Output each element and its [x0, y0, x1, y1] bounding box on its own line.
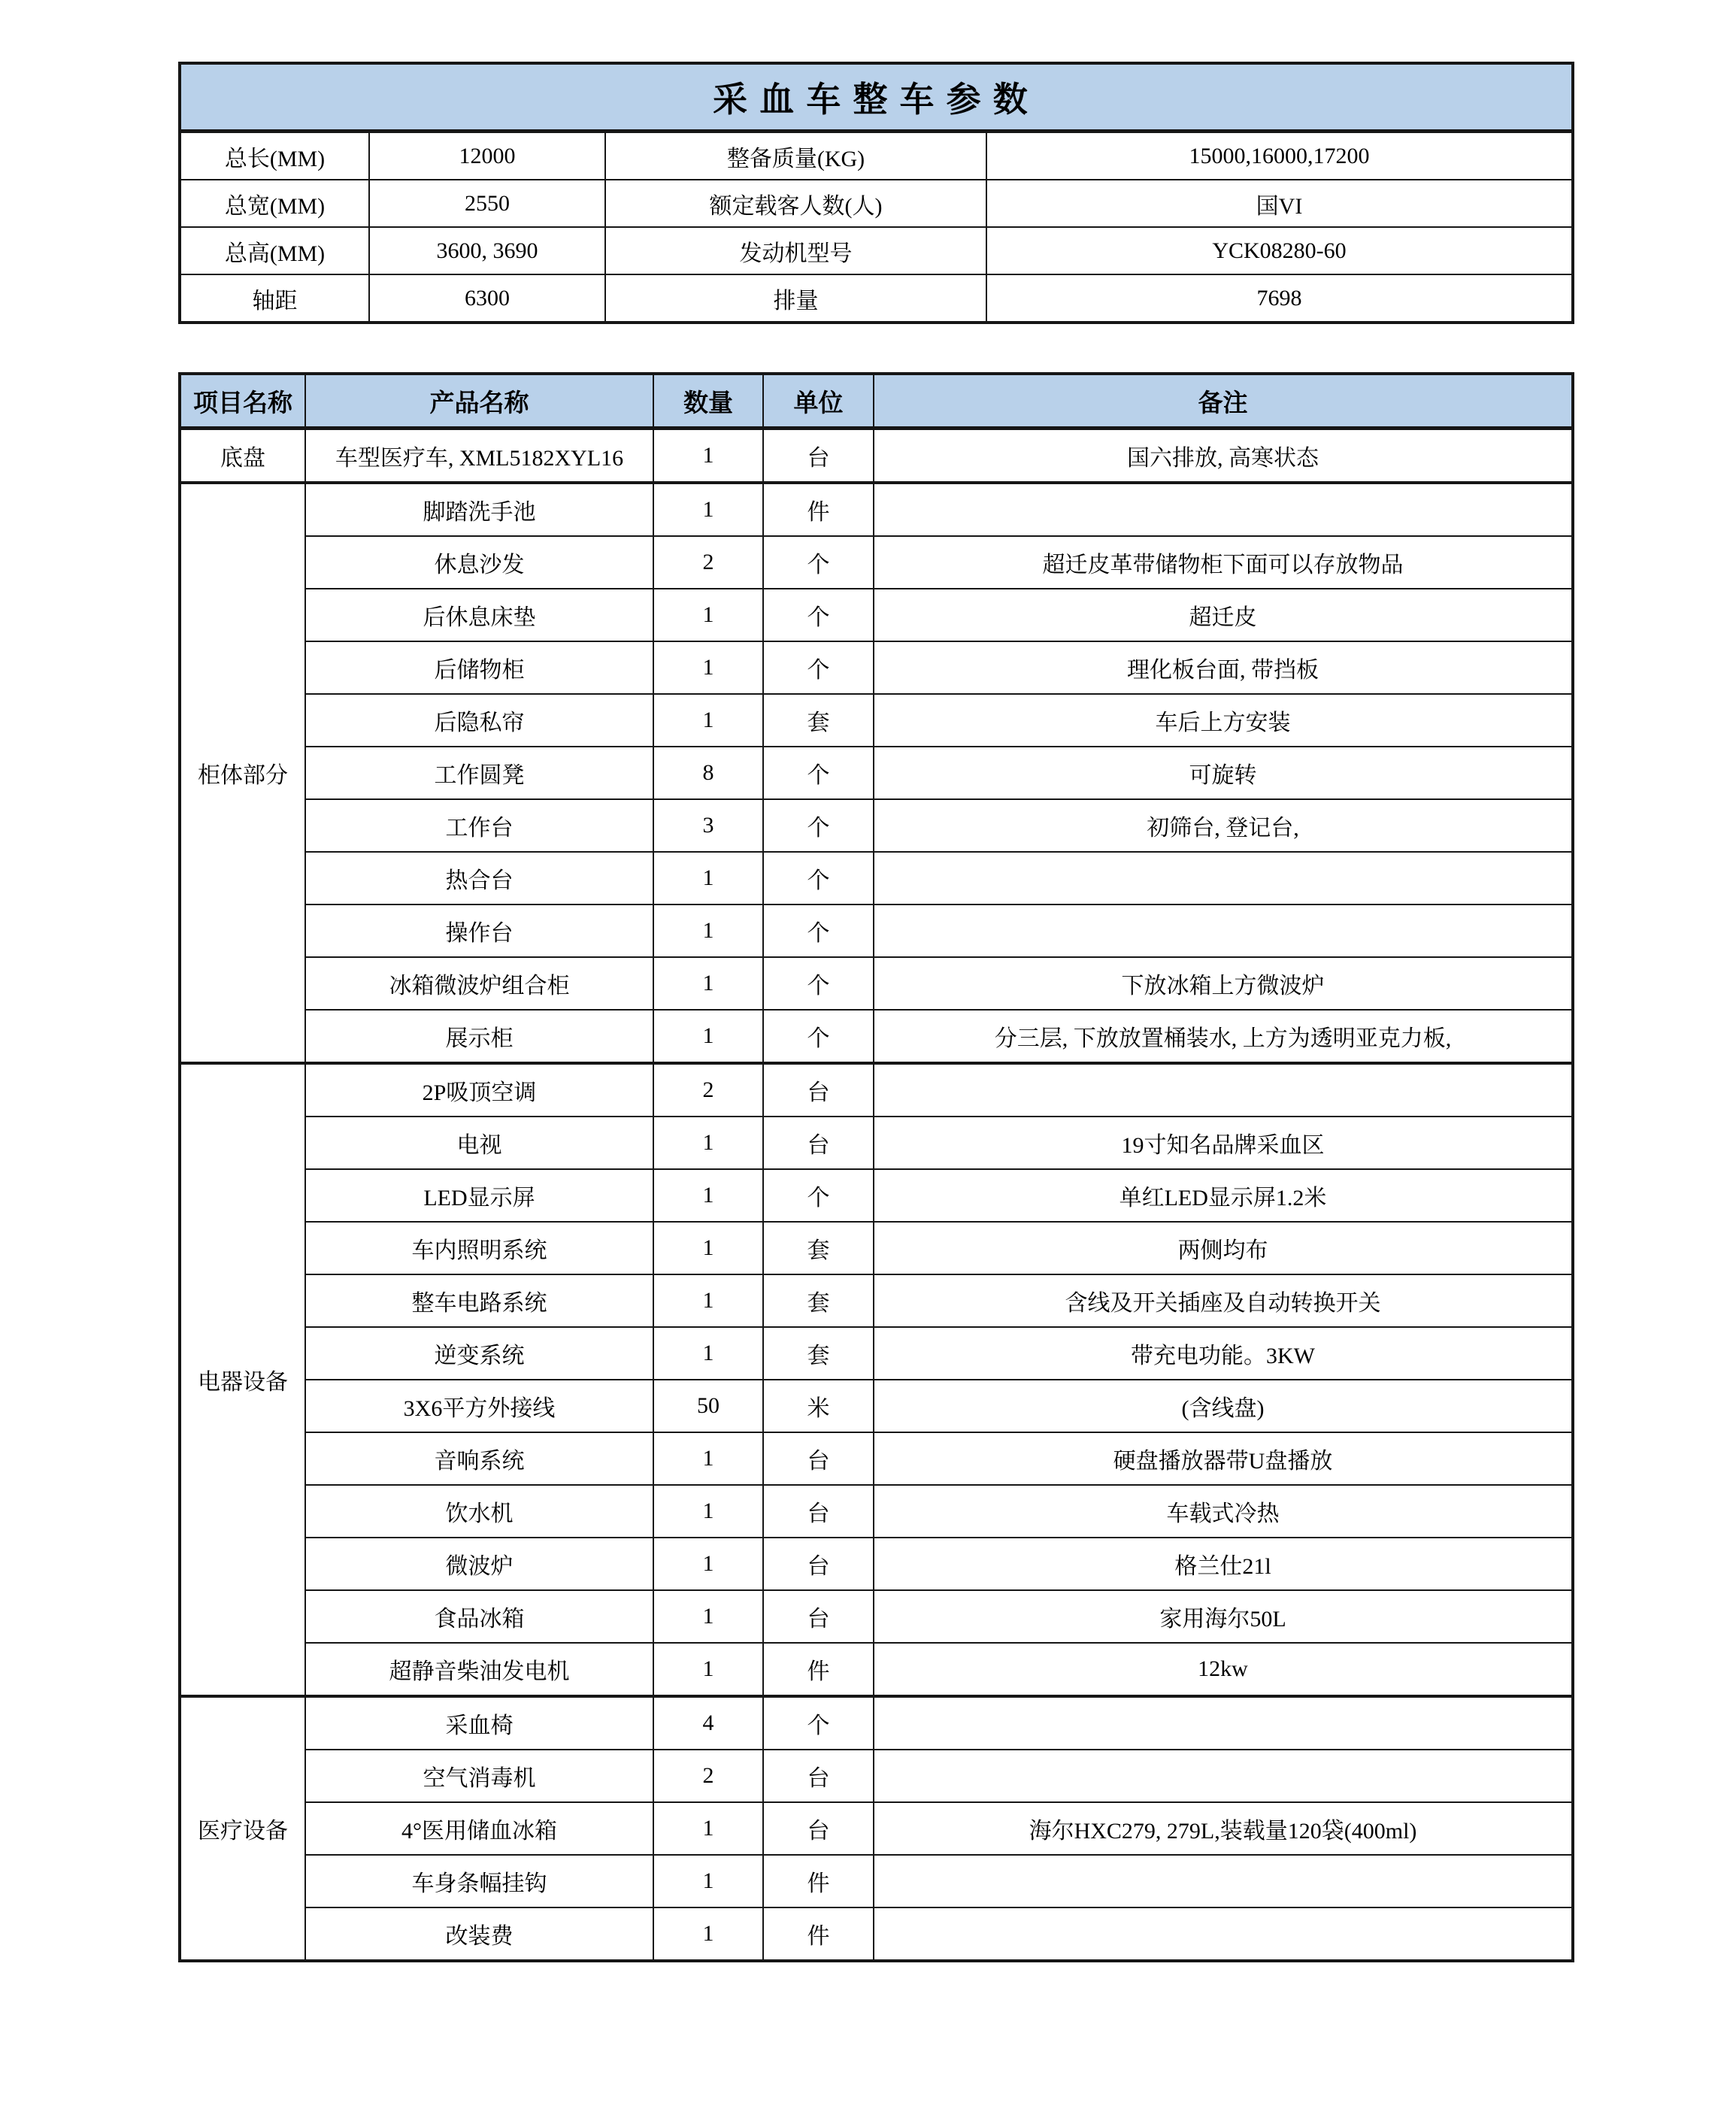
- unit-cell: 台: [763, 1485, 874, 1538]
- product-cell: 脚踏洗手池: [305, 483, 653, 536]
- unit-cell: 台: [763, 1590, 874, 1643]
- remark-cell: 含线及开关插座及自动转换开关: [874, 1274, 1573, 1327]
- unit-cell: 件: [763, 1643, 874, 1696]
- unit-cell: 台: [763, 1538, 874, 1590]
- header-remark: 备注: [874, 374, 1573, 429]
- product-cell: 展示柜: [305, 1010, 653, 1063]
- spec-value-cell: 2550: [369, 180, 605, 227]
- remark-cell: 两侧均布: [874, 1222, 1573, 1274]
- spec-table-title: 采血车整车参数: [180, 63, 1573, 132]
- qty-cell: 1: [653, 1117, 763, 1169]
- item-row: [180, 1538, 1573, 1590]
- qty-cell: 1: [653, 429, 763, 483]
- remark-cell: 车后上方安装: [874, 694, 1573, 747]
- unit-cell: 个: [763, 852, 874, 904]
- qty-cell: 1: [653, 957, 763, 1010]
- product-cell: 操作台: [305, 904, 653, 957]
- remark-cell: 车载式冷热: [874, 1485, 1573, 1538]
- product-cell: 食品冰箱: [305, 1590, 653, 1643]
- item-row: [180, 1802, 1573, 1855]
- unit-cell: 个: [763, 747, 874, 799]
- spec-row: [180, 132, 1573, 180]
- remark-cell: 超迁皮革带储物柜下面可以存放物品: [874, 536, 1573, 589]
- spec-label-cell: 发动机型号: [605, 227, 986, 274]
- spec-value-cell: 12000: [369, 132, 605, 180]
- item-row: [180, 1907, 1573, 1961]
- unit-cell: 个: [763, 641, 874, 694]
- equipment-items-table: [178, 372, 1574, 1962]
- remark-cell: [874, 1750, 1573, 1802]
- spec-title-row: [180, 63, 1573, 132]
- header-product-name: 产品名称: [305, 374, 653, 429]
- item-row: [180, 1117, 1573, 1169]
- product-cell: 微波炉: [305, 1538, 653, 1590]
- header-project-name: 项目名称: [180, 374, 305, 429]
- qty-cell: 1: [653, 483, 763, 536]
- item-row: [180, 1696, 1573, 1750]
- item-row: [180, 747, 1573, 799]
- unit-cell: 件: [763, 1907, 874, 1961]
- unit-cell: 套: [763, 1327, 874, 1380]
- remark-cell: [874, 852, 1573, 904]
- remark-cell: 12kw: [874, 1643, 1573, 1696]
- spec-value-cell: 6300: [369, 274, 605, 323]
- item-row: [180, 957, 1573, 1010]
- product-cell: 车内照明系统: [305, 1222, 653, 1274]
- spec-label-cell: 整备质量(KG): [605, 132, 986, 180]
- qty-cell: 1: [653, 1855, 763, 1907]
- qty-cell: 2: [653, 1750, 763, 1802]
- spec-label-cell: 总宽(MM): [180, 180, 369, 227]
- header-quantity: 数量: [653, 374, 763, 429]
- item-row: [180, 641, 1573, 694]
- items-table-body: [180, 429, 1573, 1962]
- product-cell: 2P吸顶空调: [305, 1063, 653, 1117]
- unit-cell: 台: [763, 1117, 874, 1169]
- qty-cell: 1: [653, 904, 763, 957]
- unit-cell: 个: [763, 799, 874, 852]
- spec-label-cell: 排量: [605, 274, 986, 323]
- qty-cell: 1: [653, 1907, 763, 1961]
- unit-cell: 台: [763, 1432, 874, 1485]
- qty-cell: 1: [653, 1802, 763, 1855]
- remark-cell: [874, 1063, 1573, 1117]
- product-cell: 热合台: [305, 852, 653, 904]
- spec-row: [180, 180, 1573, 227]
- product-cell: 工作圆凳: [305, 747, 653, 799]
- item-row: [180, 1750, 1573, 1802]
- unit-cell: 件: [763, 483, 874, 536]
- remark-cell: [874, 1855, 1573, 1907]
- spec-label-cell: 总长(MM): [180, 132, 369, 180]
- group-name-cell: 医疗设备: [180, 1696, 305, 1961]
- remark-cell: 可旋转: [874, 747, 1573, 799]
- unit-cell: 个: [763, 957, 874, 1010]
- item-row: [180, 1380, 1573, 1432]
- remark-cell: [874, 1696, 1573, 1750]
- qty-cell: 8: [653, 747, 763, 799]
- remark-cell: (含线盘): [874, 1380, 1573, 1432]
- item-row: [180, 852, 1573, 904]
- unit-cell: 米: [763, 1380, 874, 1432]
- qty-cell: 1: [653, 1274, 763, 1327]
- qty-cell: 1: [653, 852, 763, 904]
- item-row: [180, 1590, 1573, 1643]
- items-header-row: [180, 374, 1573, 429]
- product-cell: 超静音柴油发电机: [305, 1643, 653, 1696]
- vehicle-spec-table: [178, 62, 1574, 324]
- qty-cell: 1: [653, 589, 763, 641]
- remark-cell: 家用海尔50L: [874, 1590, 1573, 1643]
- qty-cell: 1: [653, 1010, 763, 1063]
- product-cell: 电视: [305, 1117, 653, 1169]
- spec-row: [180, 227, 1573, 274]
- spec-value-cell: 15000,16000,17200: [986, 132, 1573, 180]
- item-row: [180, 589, 1573, 641]
- qty-cell: 1: [653, 641, 763, 694]
- product-cell: 工作台: [305, 799, 653, 852]
- remark-cell: 国六排放, 高寒状态: [874, 429, 1573, 483]
- product-cell: 后储物柜: [305, 641, 653, 694]
- product-cell: 冰箱微波炉组合柜: [305, 957, 653, 1010]
- item-row: [180, 1643, 1573, 1696]
- item-row: [180, 1274, 1573, 1327]
- qty-cell: 1: [653, 1222, 763, 1274]
- unit-cell: 个: [763, 1696, 874, 1750]
- qty-cell: 1: [653, 1485, 763, 1538]
- remark-cell: 硬盘播放器带U盘播放: [874, 1432, 1573, 1485]
- qty-cell: 2: [653, 536, 763, 589]
- remark-cell: 分三层, 下放放置桶装水, 上方为透明亚克力板,: [874, 1010, 1573, 1063]
- remark-cell: 超迁皮: [874, 589, 1573, 641]
- product-cell: 改装费: [305, 1907, 653, 1961]
- spec-value-cell: 7698: [986, 274, 1573, 323]
- product-cell: 车型医疗车, XML5182XYL16: [305, 429, 653, 483]
- remark-cell: 初筛台, 登记台,: [874, 799, 1573, 852]
- item-row: [180, 1485, 1573, 1538]
- qty-cell: 1: [653, 694, 763, 747]
- product-cell: 音响系统: [305, 1432, 653, 1485]
- item-row: [180, 429, 1573, 483]
- unit-cell: 台: [763, 1802, 874, 1855]
- unit-cell: 个: [763, 536, 874, 589]
- unit-cell: 件: [763, 1855, 874, 1907]
- spec-value-cell: 国VI: [986, 180, 1573, 227]
- unit-cell: 套: [763, 1222, 874, 1274]
- product-cell: 逆变系统: [305, 1327, 653, 1380]
- unit-cell: 个: [763, 904, 874, 957]
- product-cell: 后隐私帘: [305, 694, 653, 747]
- product-cell: 采血椅: [305, 1696, 653, 1750]
- product-cell: 车身条幅挂钩: [305, 1855, 653, 1907]
- qty-cell: 1: [653, 1538, 763, 1590]
- qty-cell: 2: [653, 1063, 763, 1117]
- item-row: [180, 904, 1573, 957]
- item-row: [180, 1432, 1573, 1485]
- remark-cell: 19寸知名品牌采血区: [874, 1117, 1573, 1169]
- product-cell: 饮水机: [305, 1485, 653, 1538]
- remark-cell: 理化板台面, 带挡板: [874, 641, 1573, 694]
- remark-cell: 下放冰箱上方微波炉: [874, 957, 1573, 1010]
- remark-cell: [874, 483, 1573, 536]
- spec-row: [180, 274, 1573, 323]
- qty-cell: 3: [653, 799, 763, 852]
- spec-label-cell: 额定载客人数(人): [605, 180, 986, 227]
- qty-cell: 4: [653, 1696, 763, 1750]
- unit-cell: 台: [763, 1750, 874, 1802]
- product-cell: 休息沙发: [305, 536, 653, 589]
- item-row: [180, 1222, 1573, 1274]
- item-row: [180, 1010, 1573, 1063]
- header-unit: 单位: [763, 374, 874, 429]
- qty-cell: 1: [653, 1643, 763, 1696]
- qty-cell: 1: [653, 1590, 763, 1643]
- unit-cell: 个: [763, 1010, 874, 1063]
- remark-cell: 格兰仕21l: [874, 1538, 1573, 1590]
- remark-cell: [874, 904, 1573, 957]
- product-cell: 空气消毒机: [305, 1750, 653, 1802]
- spec-label-cell: 总高(MM): [180, 227, 369, 274]
- item-row: [180, 1063, 1573, 1117]
- product-cell: 后休息床垫: [305, 589, 653, 641]
- product-cell: 整车电路系统: [305, 1274, 653, 1327]
- qty-cell: 50: [653, 1380, 763, 1432]
- unit-cell: 个: [763, 1169, 874, 1222]
- product-cell: LED显示屏: [305, 1169, 653, 1222]
- unit-cell: 台: [763, 429, 874, 483]
- unit-cell: 台: [763, 1063, 874, 1117]
- spec-value-cell: YCK08280-60: [986, 227, 1573, 274]
- item-row: [180, 1169, 1573, 1222]
- qty-cell: 1: [653, 1327, 763, 1380]
- remark-cell: [874, 1907, 1573, 1961]
- item-row: [180, 1855, 1573, 1907]
- product-cell: 3X6平方外接线: [305, 1380, 653, 1432]
- item-row: [180, 1327, 1573, 1380]
- spec-label-cell: 轴距: [180, 274, 369, 323]
- group-name-cell: 底盘: [180, 429, 305, 483]
- spec-value-cell: 3600, 3690: [369, 227, 605, 274]
- item-row: [180, 799, 1573, 852]
- unit-cell: 个: [763, 589, 874, 641]
- unit-cell: 套: [763, 694, 874, 747]
- unit-cell: 套: [763, 1274, 874, 1327]
- spec-table-body: [180, 132, 1573, 323]
- remark-cell: 单红LED显示屏1.2米: [874, 1169, 1573, 1222]
- item-row: [180, 694, 1573, 747]
- product-cell: 4°医用储血冰箱: [305, 1802, 653, 1855]
- remark-cell: 海尔HXC279, 279L,装载量120袋(400ml): [874, 1802, 1573, 1855]
- group-name-cell: 柜体部分: [180, 483, 305, 1063]
- qty-cell: 1: [653, 1169, 763, 1222]
- qty-cell: 1: [653, 1432, 763, 1485]
- group-name-cell: 电器设备: [180, 1063, 305, 1696]
- item-row: [180, 536, 1573, 589]
- item-row: [180, 483, 1573, 536]
- remark-cell: 带充电功能。3KW: [874, 1327, 1573, 1380]
